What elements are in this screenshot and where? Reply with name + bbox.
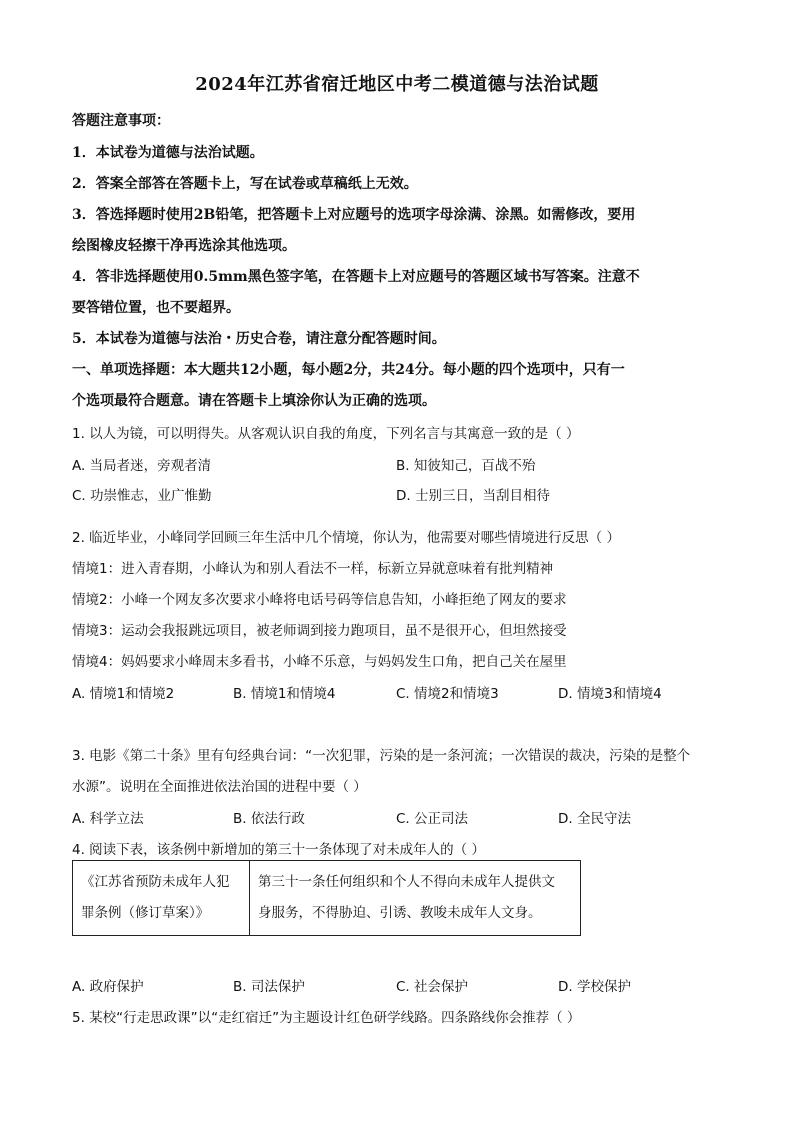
q4-option-d[interactable]: D. 学校保护 <box>558 979 631 995</box>
question-1-stem: 1. 以人为镜，可以明得失。从客观认识自我的角度，下列名言与其寓意一致的是（ ） <box>72 426 580 442</box>
q2-option-c[interactable]: C. 情境2和情境3 <box>396 686 499 702</box>
q2-option-b[interactable]: B. 情境1和情境4 <box>233 686 336 702</box>
note-item: 要答错位置，也不要超界。 <box>72 300 240 316</box>
q1-option-b[interactable]: B. 知彼知己，百战不殆 <box>396 458 536 474</box>
note-item: 5．本试卷为道德与法治・历史合卷，请注意分配答题时间。 <box>72 331 446 347</box>
q2-scene: 情境3：运动会我报跳远项目，被老师调到接力跑项目，虽不是很开心，但坦然接受 <box>72 623 567 639</box>
note-item: 1．本试卷为道德与法治试题。 <box>72 145 264 161</box>
section-heading: 一、单项选择题：本大题共12小题，每小题2分，共24分。每小题的四个选项中，只有一 <box>72 362 625 378</box>
note-item: 4．答非选择题使用0.5mm黑色签字笔，在答题卡上对应题号的答题区域书写答案。注意不 <box>72 269 640 285</box>
q4-option-a[interactable]: A. 政府保护 <box>72 979 144 995</box>
regulation-table <box>72 860 581 936</box>
question-5-stem: 5. 某校“行走思政课”以“走红宿迁”为主题设计红色研学线路。四条路线你会推荐（ ） <box>72 1010 581 1026</box>
q4-option-c[interactable]: C. 社会保护 <box>396 979 469 995</box>
regulation-name-cont: 罪条例（修订草案）》 <box>81 905 210 921</box>
q1-option-d[interactable]: D. 士别三日，当刮目相待 <box>396 488 550 504</box>
question-3-stem-cont: 水源”。说明在全面推进依法治国的进程中要（ ） <box>72 779 367 795</box>
note-item: 绘图橡皮轻擦干净再选涂其他选项。 <box>72 238 296 254</box>
q3-option-a[interactable]: A. 科学立法 <box>72 811 144 827</box>
q2-scene: 情境2：小峰一个网友多次要求小峰将电话号码等信息告知，小峰拒绝了网友的要求 <box>72 592 567 608</box>
q1-option-a[interactable]: A. 当局者迷，旁观者清 <box>72 458 212 474</box>
note-item: 2．答案全部答在答题卡上，写在试卷或草稿纸上无效。 <box>72 176 418 192</box>
exam-title: 2024年江苏省宿迁地区中考二模道德与法治试题 <box>195 74 599 95</box>
q2-option-d[interactable]: D. 情境3和情境4 <box>558 686 662 702</box>
question-3-stem: 3. 电影《第二十条》里有句经典台词：“一次犯罪，污染的是一条河流；一次错误的裁决，污染的是整个 <box>72 748 691 764</box>
section-heading-cont: 个选项最符合题意。请在答题卡上填涂你认为正确的选项。 <box>72 393 436 409</box>
question-4-stem: 4. 阅读下表，该条例中新增加的第三十一条体现了对未成年人的（ ） <box>72 842 485 858</box>
regulation-article-cell <box>250 861 581 936</box>
q2-scene: 情境1：进入青春期，小峰认为和别人看法不一样，标新立异就意味着有批判精神 <box>72 561 554 577</box>
regulation-name: 《江苏省预防未成年人犯 <box>81 874 230 890</box>
regulation-article-cont: 身服务，不得胁迫、引诱、教唆未成年人文身。 <box>258 905 542 921</box>
q2-scene: 情境4：妈妈要求小峰周末多看书，小峰不乐意，与妈妈发生口角，把自己关在屋里 <box>72 654 567 670</box>
question-2-stem: 2. 临近毕业，小峰同学回顾三年生活中几个情境，你认为，他需要对哪些情境进行反思（ ） <box>72 530 620 546</box>
q3-option-b[interactable]: B. 依法行政 <box>233 811 305 827</box>
notes-heading: 答题注意事项： <box>72 113 170 129</box>
q2-option-a[interactable]: A. 情境1和情境2 <box>72 686 175 702</box>
q3-option-c[interactable]: C. 公正司法 <box>396 811 469 827</box>
q3-option-d[interactable]: D. 全民守法 <box>558 811 631 827</box>
regulation-article: 第三十一条任何组织和个人不得向未成年人提供文 <box>258 874 555 890</box>
q1-option-c[interactable]: C. 功崇惟志，业广惟勤 <box>72 488 212 504</box>
q4-option-b[interactable]: B. 司法保护 <box>233 979 305 995</box>
note-item: 3．答选择题时使用2B铅笔，把答题卡上对应题号的选项字母涂满、涂黑。如需修改，要用 <box>72 207 636 223</box>
regulation-name-cell <box>73 861 250 936</box>
